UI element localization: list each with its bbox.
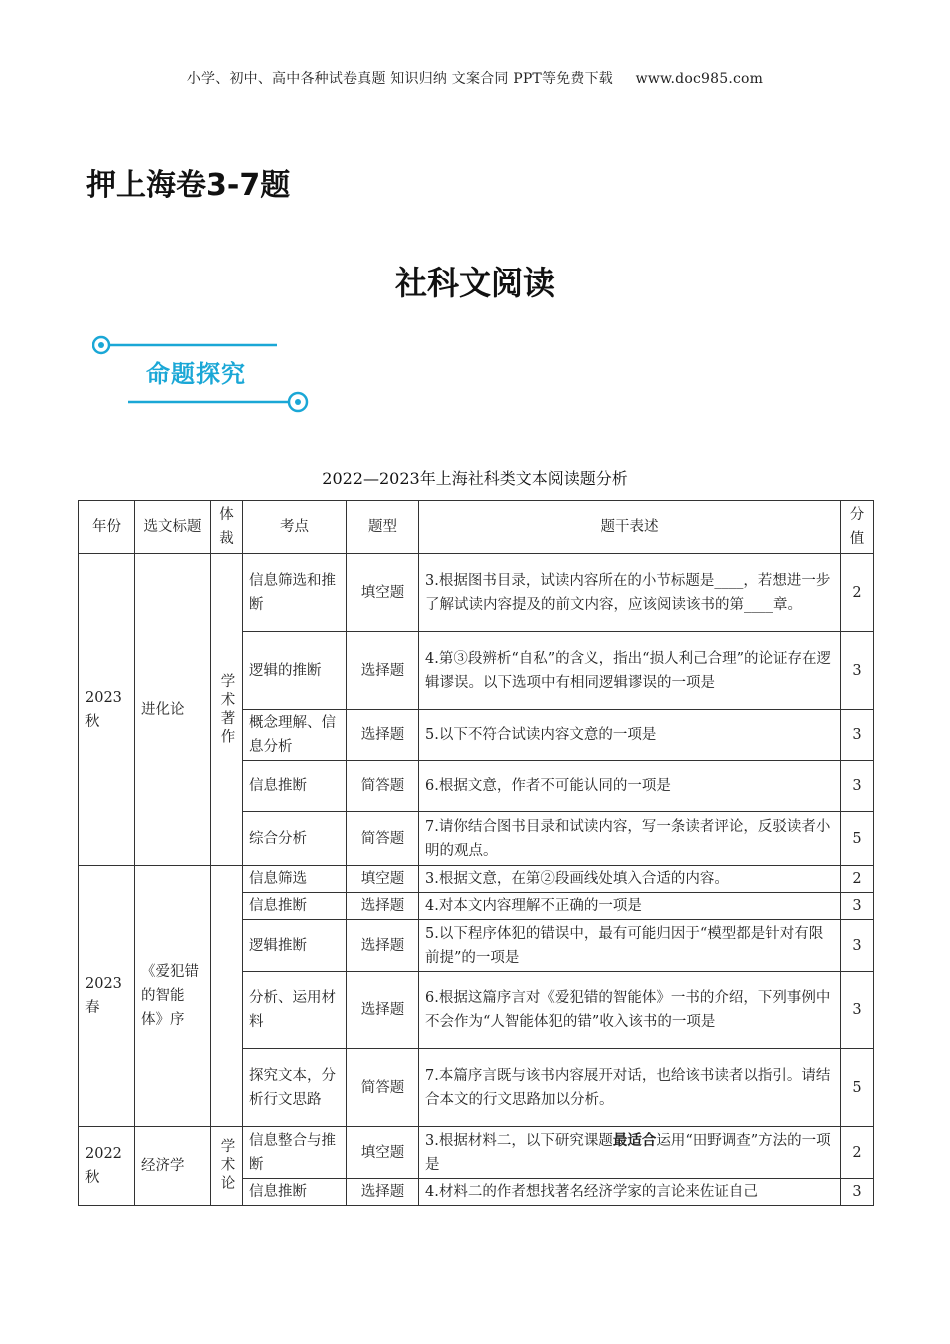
score-cell: 3: [841, 761, 874, 812]
year-cell: 2023春: [79, 866, 135, 1127]
header-score: 分值: [841, 501, 874, 554]
desc-cell: 3.根据图书目录，试读内容所在的小节标题是____，若想进一步了解试读内容提及的前文内容，应该阅读该书的第____章。: [419, 554, 841, 632]
type-cell: 选择题: [347, 1179, 419, 1206]
type-cell: 简答题: [347, 1049, 419, 1127]
year-cell: 2022秋: [79, 1127, 135, 1206]
desc-cell: 7.本篇序言既与该书内容展开对话，也给该书读者以指引。请结合本文的行文思路加以分析。: [419, 1049, 841, 1127]
type-cell: 填空题: [347, 1127, 419, 1179]
desc-cell: [419, 1127, 841, 1179]
table-row: [79, 1127, 874, 1179]
point-cell: 探究文本，分析行文思路: [243, 1049, 347, 1127]
point-cell: 信息推断: [243, 893, 347, 920]
desc-cell: 4.第③段辨析“自私”的含义，指出“损人利己合理”的论证存在逻辑谬误。以下选项中有相同逻辑谬误的一项是: [419, 632, 841, 710]
type-cell: 选择题: [347, 920, 419, 972]
header-desc: 题干表述: [419, 501, 841, 554]
point-cell: 信息推断: [243, 761, 347, 812]
type-cell: 选择题: [347, 710, 419, 761]
title-cell: 经济学: [135, 1127, 211, 1206]
page-title: 社科文阅读: [394, 264, 555, 302]
type-cell: 简答题: [347, 812, 419, 866]
type-cell: 选择题: [347, 893, 419, 920]
desc-cell: 7.请你结合图书目录和试读内容，写一条读者评论，反驳读者小明的观点。: [419, 812, 841, 866]
type-cell: 选择题: [347, 972, 419, 1049]
point-cell: 信息推断: [243, 1179, 347, 1206]
header-type: 题型: [347, 501, 419, 554]
score-cell: 3: [841, 972, 874, 1049]
point-cell: 综合分析: [243, 812, 347, 866]
score-cell: 3: [841, 920, 874, 972]
header-title: 选文标题: [135, 501, 211, 554]
score-cell: 5: [841, 812, 874, 866]
score-cell: 2: [841, 1127, 874, 1179]
point-cell: 信息筛选: [243, 866, 347, 893]
title-cell: 《爱犯错的智能体》序: [135, 866, 211, 1127]
header-year: 年份: [79, 501, 135, 554]
page-header: [0, 68, 950, 88]
section-badge: [92, 326, 322, 416]
table-caption: 2022—2023年上海社科类文本阅读题分析: [322, 469, 628, 488]
point-cell: 逻辑推断: [243, 920, 347, 972]
score-cell: 3: [841, 632, 874, 710]
table-row: [79, 554, 874, 632]
press-title: 押上海卷3-7题: [86, 168, 291, 203]
point-cell: 逻辑的推断: [243, 632, 347, 710]
header-site: www.doc985.com: [635, 71, 764, 87]
point-cell: 分析、运用材料: [243, 972, 347, 1049]
genre-cell: [211, 866, 243, 1127]
header-text: 小学、初中、高中各种试卷真题 知识归纳 文案合同 PPT等免费下载: [186, 71, 613, 87]
desc-cell: 5.以下不符合试读内容文意的一项是: [419, 710, 841, 761]
title-cell: 进化论: [135, 554, 211, 866]
badge-label: 命题探究: [146, 360, 246, 388]
score-cell: 3: [841, 710, 874, 761]
desc-cell: 5.以下程序体犯的错误中，最有可能归因于“模型都是针对有限前提”的一项是: [419, 920, 841, 972]
table-header-row: [79, 501, 874, 554]
desc-cell: 3.根据文意，在第②段画线处填入合适的内容。: [419, 866, 841, 893]
score-cell: 2: [841, 554, 874, 632]
desc-cell: 4.材料二的作者想找著名经济学家的言论来佐证自己: [419, 1179, 841, 1206]
desc-cell: 6.根据文意，作者不可能认同的一项是: [419, 761, 841, 812]
genre-cell: 学术著作: [211, 554, 243, 866]
score-cell: 3: [841, 893, 874, 920]
desc-cell: 4.对本文内容理解不正确的一项是: [419, 893, 841, 920]
desc-text: 3.根据材料二，以下研究课题: [425, 1132, 613, 1149]
point-cell: 信息筛选和推断: [243, 554, 347, 632]
type-cell: 选择题: [347, 632, 419, 710]
year-cell: 2023秋: [79, 554, 135, 866]
table-row: [79, 866, 874, 893]
score-cell: 2: [841, 866, 874, 893]
type-cell: 简答题: [347, 761, 419, 812]
desc-cell: 6.根据这篇序言对《爱犯错的智能体》一书的介绍，下列事例中不会作为“人智能体犯的错”收入该书的一项是: [419, 972, 841, 1049]
score-cell: 3: [841, 1179, 874, 1206]
genre-cell: 学术论: [211, 1127, 243, 1206]
header-genre: 体裁: [211, 501, 243, 554]
type-cell: 填空题: [347, 554, 419, 632]
point-cell: 信息整合与推断: [243, 1127, 347, 1179]
score-cell: 5: [841, 1049, 874, 1127]
desc-emphasis: 最适合: [612, 1131, 657, 1149]
type-cell: 填空题: [347, 866, 419, 893]
point-cell: 概念理解、信息分析: [243, 710, 347, 761]
header-point: 考点: [243, 501, 347, 554]
analysis-table: [78, 500, 874, 1206]
desc-text: 运用“田野调查”方法的一项是: [425, 1132, 831, 1173]
